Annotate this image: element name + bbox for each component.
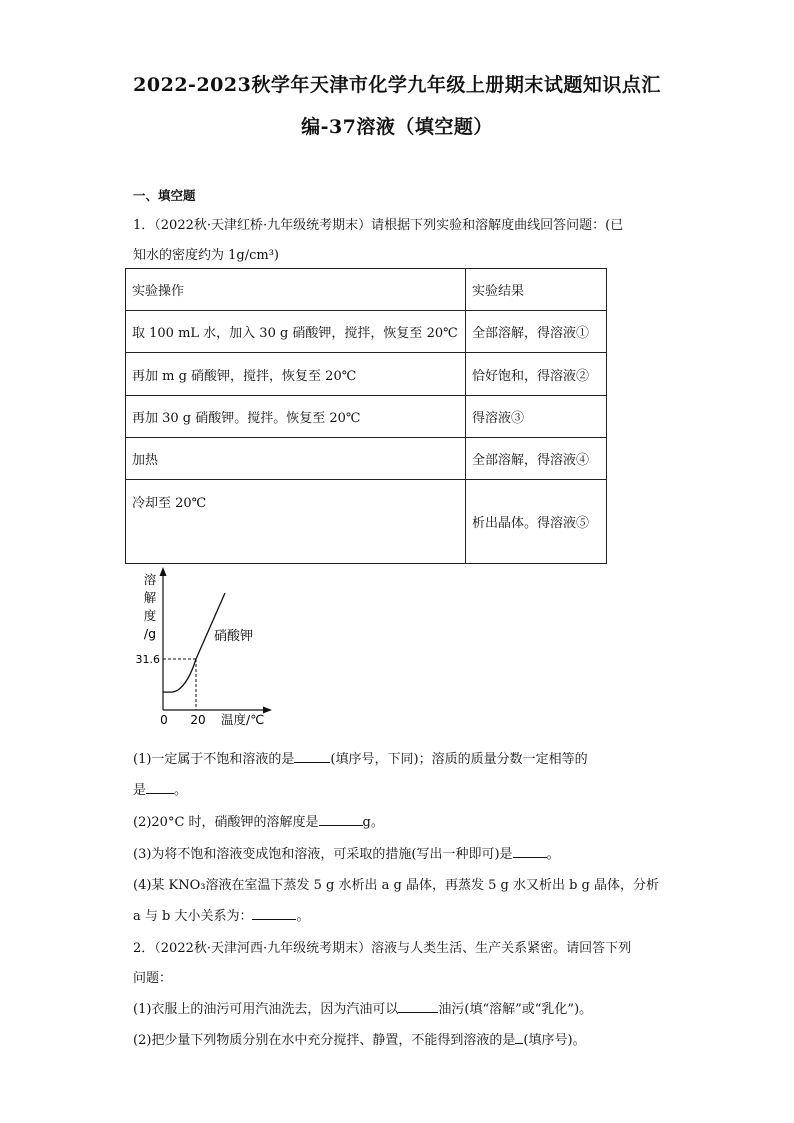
answer-blank[interactable] [398,1000,438,1013]
x-tick-label: 0 [160,713,168,727]
answer-blank[interactable] [319,813,363,826]
question-text: a 与 b 大小关系为： [133,909,253,924]
question-text: 。 [296,909,310,924]
table-row [126,353,607,396]
table-cell: 得溶液③ [466,396,607,438]
doc-title-line2: 编-37溶液（填空题） [301,116,493,138]
y-label-char: /g [143,626,157,641]
question-text: 。 [546,847,560,862]
question-text: 是 [133,783,147,798]
answer-blank[interactable] [146,781,174,794]
doc-title-line1: 2022-2023秋学年天津市化学九年级上册期末试题知识点汇 [133,74,661,96]
table-cell: 再加 30 g 硝酸钾。搅拌。恢复至 20℃ [126,396,466,438]
y-axis-arrow-icon [160,567,167,576]
answer-blank[interactable] [294,750,330,763]
table-cell: 恰好饱和，得溶液② [466,353,607,396]
curve-label: 硝酸钾 [214,629,254,644]
table-row [126,396,607,438]
q1-sub3 [133,843,560,862]
q2-stem-line2: 问题： [133,971,173,986]
y-label-char: 溶 [143,572,157,587]
question-text: (填序号)。 [523,1033,586,1048]
question-text: 。 [174,783,188,798]
q2-sub1 [133,998,592,1017]
table-cell: 加热 [126,438,466,480]
x-axis-label: 温度/℃ [221,712,265,727]
y-label-char: 度 [143,608,157,623]
table-cell: 再加 m g 硝酸钾，搅拌，恢复至 20℃ [126,353,466,396]
question-text: (1)衣服上的油污可用汽油洗去，因为汽油可以 [133,1002,399,1017]
table-cell: 取 100 mL 水，加入 30 g 硝酸钾，搅拌，恢复至 20℃ [126,311,466,353]
table-cell: 冷却至 20℃ [126,480,466,564]
solubility-chart [135,565,280,735]
q1-sub1-line2 [133,779,187,798]
q1-stem-line1: 1．（2022秋·天津红桥·九年级统考期末）请根据下列实验和溶解度曲线回答问题：(已 [133,218,624,233]
x-tick-label: 20 [190,713,206,727]
table-header-cell: 实验操作 [126,269,466,311]
table-row [126,311,607,353]
x-axis-arrow-icon [263,707,272,714]
table-header-cell: 实验结果 [466,269,607,311]
table-cell: 全部溶解，得溶液④ [466,438,607,480]
question-text: g。 [362,815,384,830]
experiment-table [125,268,607,564]
table-cell: 全部溶解，得溶液① [466,311,607,353]
q1-sub2 [133,811,384,830]
question-text: (1)一定属于不饱和溶液的是 [133,752,295,767]
question-text: (2)20°C 时，硝酸钾的溶解度是 [133,815,319,830]
q1-sub4-line1: (4)某 KNO₃溶液在室温下蒸发 5 g 水析出 a g 晶体，再蒸发 5 g 水又析出 b g 晶体，分析 [133,878,659,893]
table-header-row [126,269,607,311]
question-text: (3)为将不饱和溶液变成饱和溶液，可采取的措施(写出一种即可)是 [133,847,513,862]
question-text: 油污(填“溶解”或“乳化”)。 [438,1002,593,1017]
y-tick-label: 31.6 [135,653,160,666]
q1-sub1-line1 [133,748,588,767]
answer-blank[interactable] [252,907,296,920]
y-label-char: 解 [143,590,157,605]
question-text: (2)把少量下列物质分别在水中充分搅拌、静置，不能得到溶液的是 [133,1033,516,1048]
q1-stem-line2: 知水的密度约为 1g/cm³) [133,248,279,263]
question-text: (填序号，下同)；溶质的质量分数一定相等的 [330,752,588,767]
q2-stem-line1: 2．（2022秋·天津河西·九年级统考期末）溶液与人类生活、生产关系紧密。请回答下列 [133,941,632,956]
table-row [126,480,607,564]
answer-blank[interactable] [513,845,547,858]
section-heading: 一、填空题 [133,188,196,203]
q2-sub2 [133,1029,586,1048]
q1-sub4-line2 [133,905,310,924]
table-cell: 析出晶体。得溶液⑤ [466,480,607,564]
table-row [126,438,607,480]
